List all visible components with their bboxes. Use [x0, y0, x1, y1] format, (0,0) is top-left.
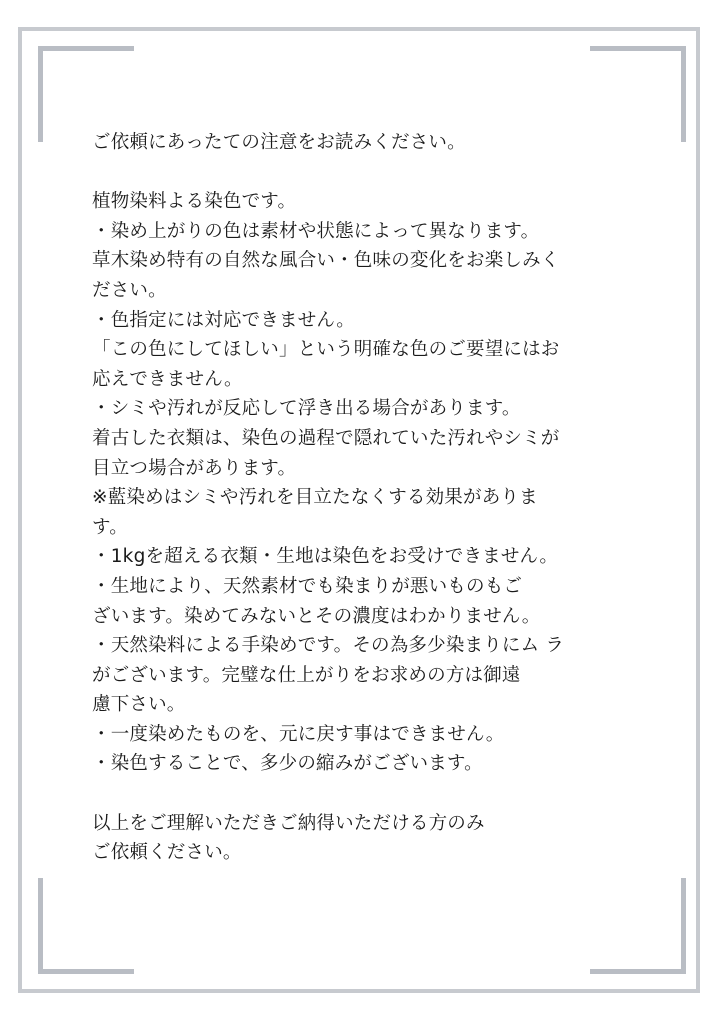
notice-line: 応えできません。	[92, 368, 243, 390]
notice-body	[92, 128, 652, 868]
notice-line: ・天然染料による手染めです。その為多少染まりにム ラ	[92, 635, 565, 657]
corner-bracket-top-right-vertical	[681, 46, 686, 142]
corner-bracket-bottom-right-vertical	[681, 878, 686, 974]
corner-bracket-bottom-left-horizontal	[38, 969, 134, 974]
closing-line: ご依頼ください。	[92, 842, 242, 864]
closing-line: 以上をご理解いただきご納得いただける方のみ	[92, 812, 485, 834]
notice-line: ださい。	[92, 279, 167, 301]
notice-line: 植物染料よる染色です。	[92, 191, 297, 213]
blank-line	[92, 779, 652, 809]
notice-line: 慮下さい。	[92, 694, 186, 716]
notice-line: ・一度染めたものを、元に戻す事はできません。	[92, 723, 505, 745]
notice-line: ・シミや汚れが反応して浮き出る場合があります。	[92, 398, 521, 420]
notice-line: ・染め上がりの色は素材や状態によって異なります。	[92, 220, 540, 242]
corner-bracket-top-right-horizontal	[590, 46, 686, 51]
corner-bracket-top-left-horizontal	[38, 46, 134, 51]
notice-line: す。	[92, 516, 128, 538]
corner-bracket-bottom-left-vertical	[38, 878, 43, 974]
notice-line: ・1kgを超える衣類・生地は染色をお受けできません。	[92, 546, 559, 568]
notice-line: ・色指定には対応できません。	[92, 309, 355, 331]
notice-line: がございます。完璧な仕上がりをお求めの方は御遠	[92, 664, 521, 686]
notice-line: 着古した衣類は、染色の過程で隠れていた汚れやシミが	[92, 427, 560, 449]
notice-line: ざいます。染めてみないとその濃度はわかりません。	[92, 605, 541, 627]
corner-bracket-top-left-vertical	[38, 46, 43, 142]
notice-heading: ご依頼にあったての注意をお読みください。	[92, 132, 466, 153]
notice-line: ・生地により、天然素材でも染まりが悪いものもご	[92, 575, 523, 597]
notice-line: ・染色することで、多少の縮みがございます。	[92, 753, 483, 775]
notice-line: 目立つ場合があります。	[92, 457, 297, 479]
notice-line: 「この色にしてほしい」という明確な色のご要望にはお	[92, 339, 560, 361]
notice-line: 草木染め特有の自然な風合い・色味の変化をお楽しみく	[92, 250, 560, 272]
notice-line: ※藍染めはシミや汚れを目立たなくする効果がありま	[92, 487, 538, 509]
corner-bracket-bottom-right-horizontal	[590, 969, 686, 974]
blank-line	[92, 158, 652, 188]
